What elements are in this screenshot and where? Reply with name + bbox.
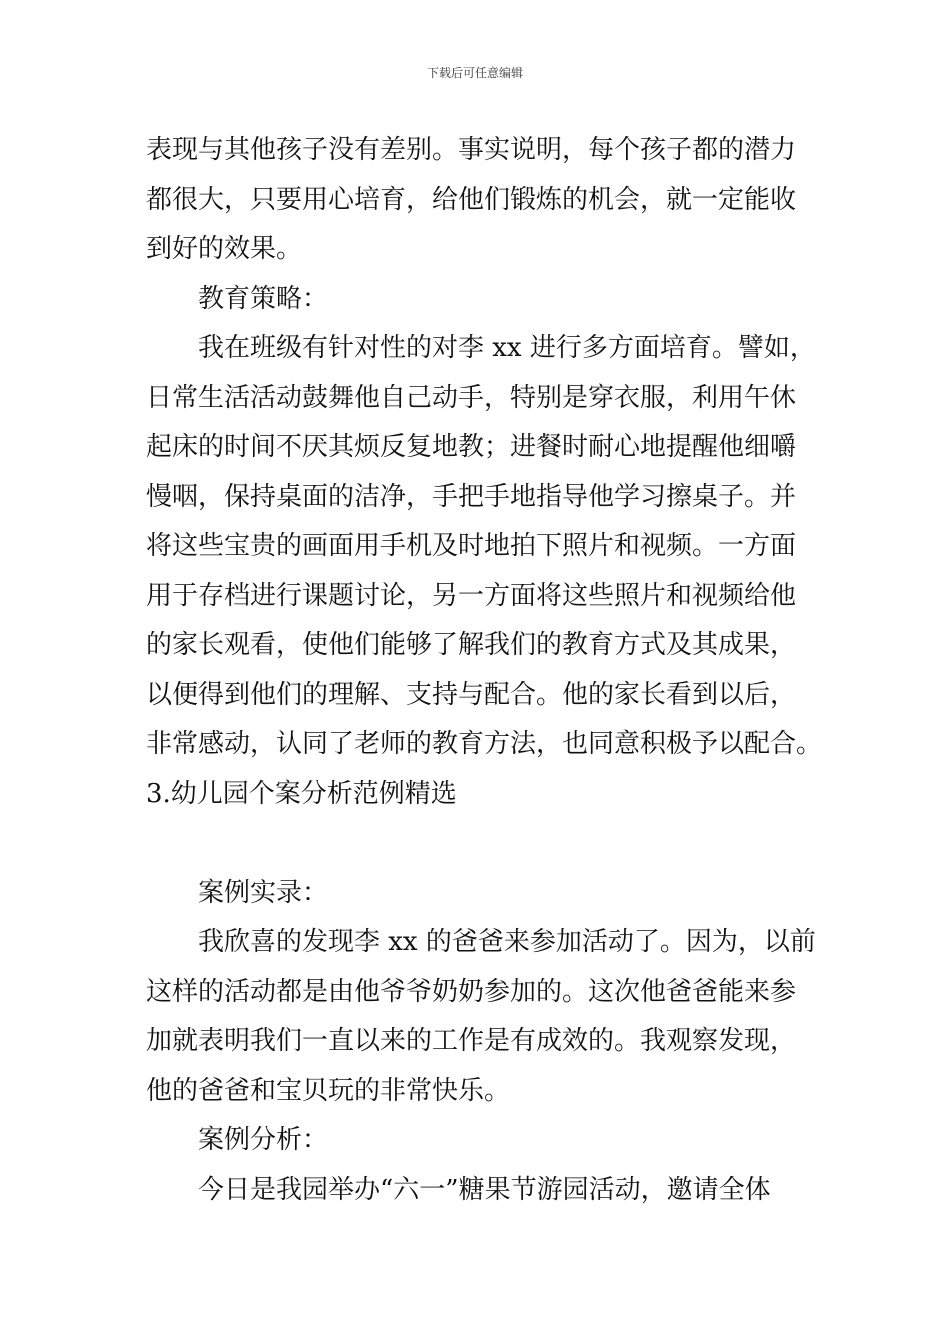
text-line: 到好的效果。: [146, 234, 303, 264]
text-line: 起床的时间不厌其烦反复地教；进餐时耐心地提醒他细嚼: [146, 432, 797, 462]
text-line: 案例实录：: [198, 877, 329, 908]
text-line: 教育策略：: [198, 283, 329, 314]
text-line: 我在班级有针对性的对李 xx 进行多方面培育。譬如，: [198, 333, 816, 363]
text-line: 我欣喜的发现李 xx 的爸爸来参加活动了。因为，以前: [198, 927, 816, 957]
text-line: 加就表明我们一直以来的工作是有成效的。我观察发现，: [146, 1026, 797, 1056]
text-line: 慢咽，保持桌面的洁净，手把手地指导他学习擦桌子。并: [146, 481, 797, 512]
page-header: 下载后可任意编辑: [426, 66, 523, 80]
text-line: 以便得到他们的理解、支持与配合。他的家长看到以后，: [146, 679, 797, 710]
text-line: 3.幼儿园个案分析范例精选: [146, 778, 457, 809]
text-line: 这样的活动都是由他爷爷奶奶参加的。这次他爸爸能来参: [146, 976, 797, 1007]
text-line: 非常感动，认同了老师的教育方法，也同意积极予以配合。: [146, 729, 823, 759]
text-line: 表现与其他孩子没有差别。事实说明，每个孩子都的潜力: [146, 135, 797, 165]
text-line: 将这些宝贵的画面用手机及时地拍下照片和视频。一方面: [146, 531, 797, 561]
text-line: 案例分析：: [198, 1125, 329, 1155]
text-line: 的家长观看，使他们能够了解我们的教育方式及其成果，: [146, 630, 797, 660]
text-line: 他的爸爸和宝贝玩的非常快乐。: [146, 1075, 511, 1106]
text-line: 今日是我园举办“六一”糖果节游园活动，邀请全体: [198, 1174, 771, 1205]
text-line: 用于存档进行课题讨论，另一方面将这些照片和视频给他: [146, 580, 797, 611]
text-line: 都很大，只要用心培育，给他们锻炼的机会，就一定能收: [146, 184, 797, 215]
document-body: [146, 126, 823, 1215]
blank-line: [146, 819, 808, 869]
text-line: 日常生活活动鼓舞他自己动手，特别是穿衣服，利用午休: [146, 382, 797, 413]
